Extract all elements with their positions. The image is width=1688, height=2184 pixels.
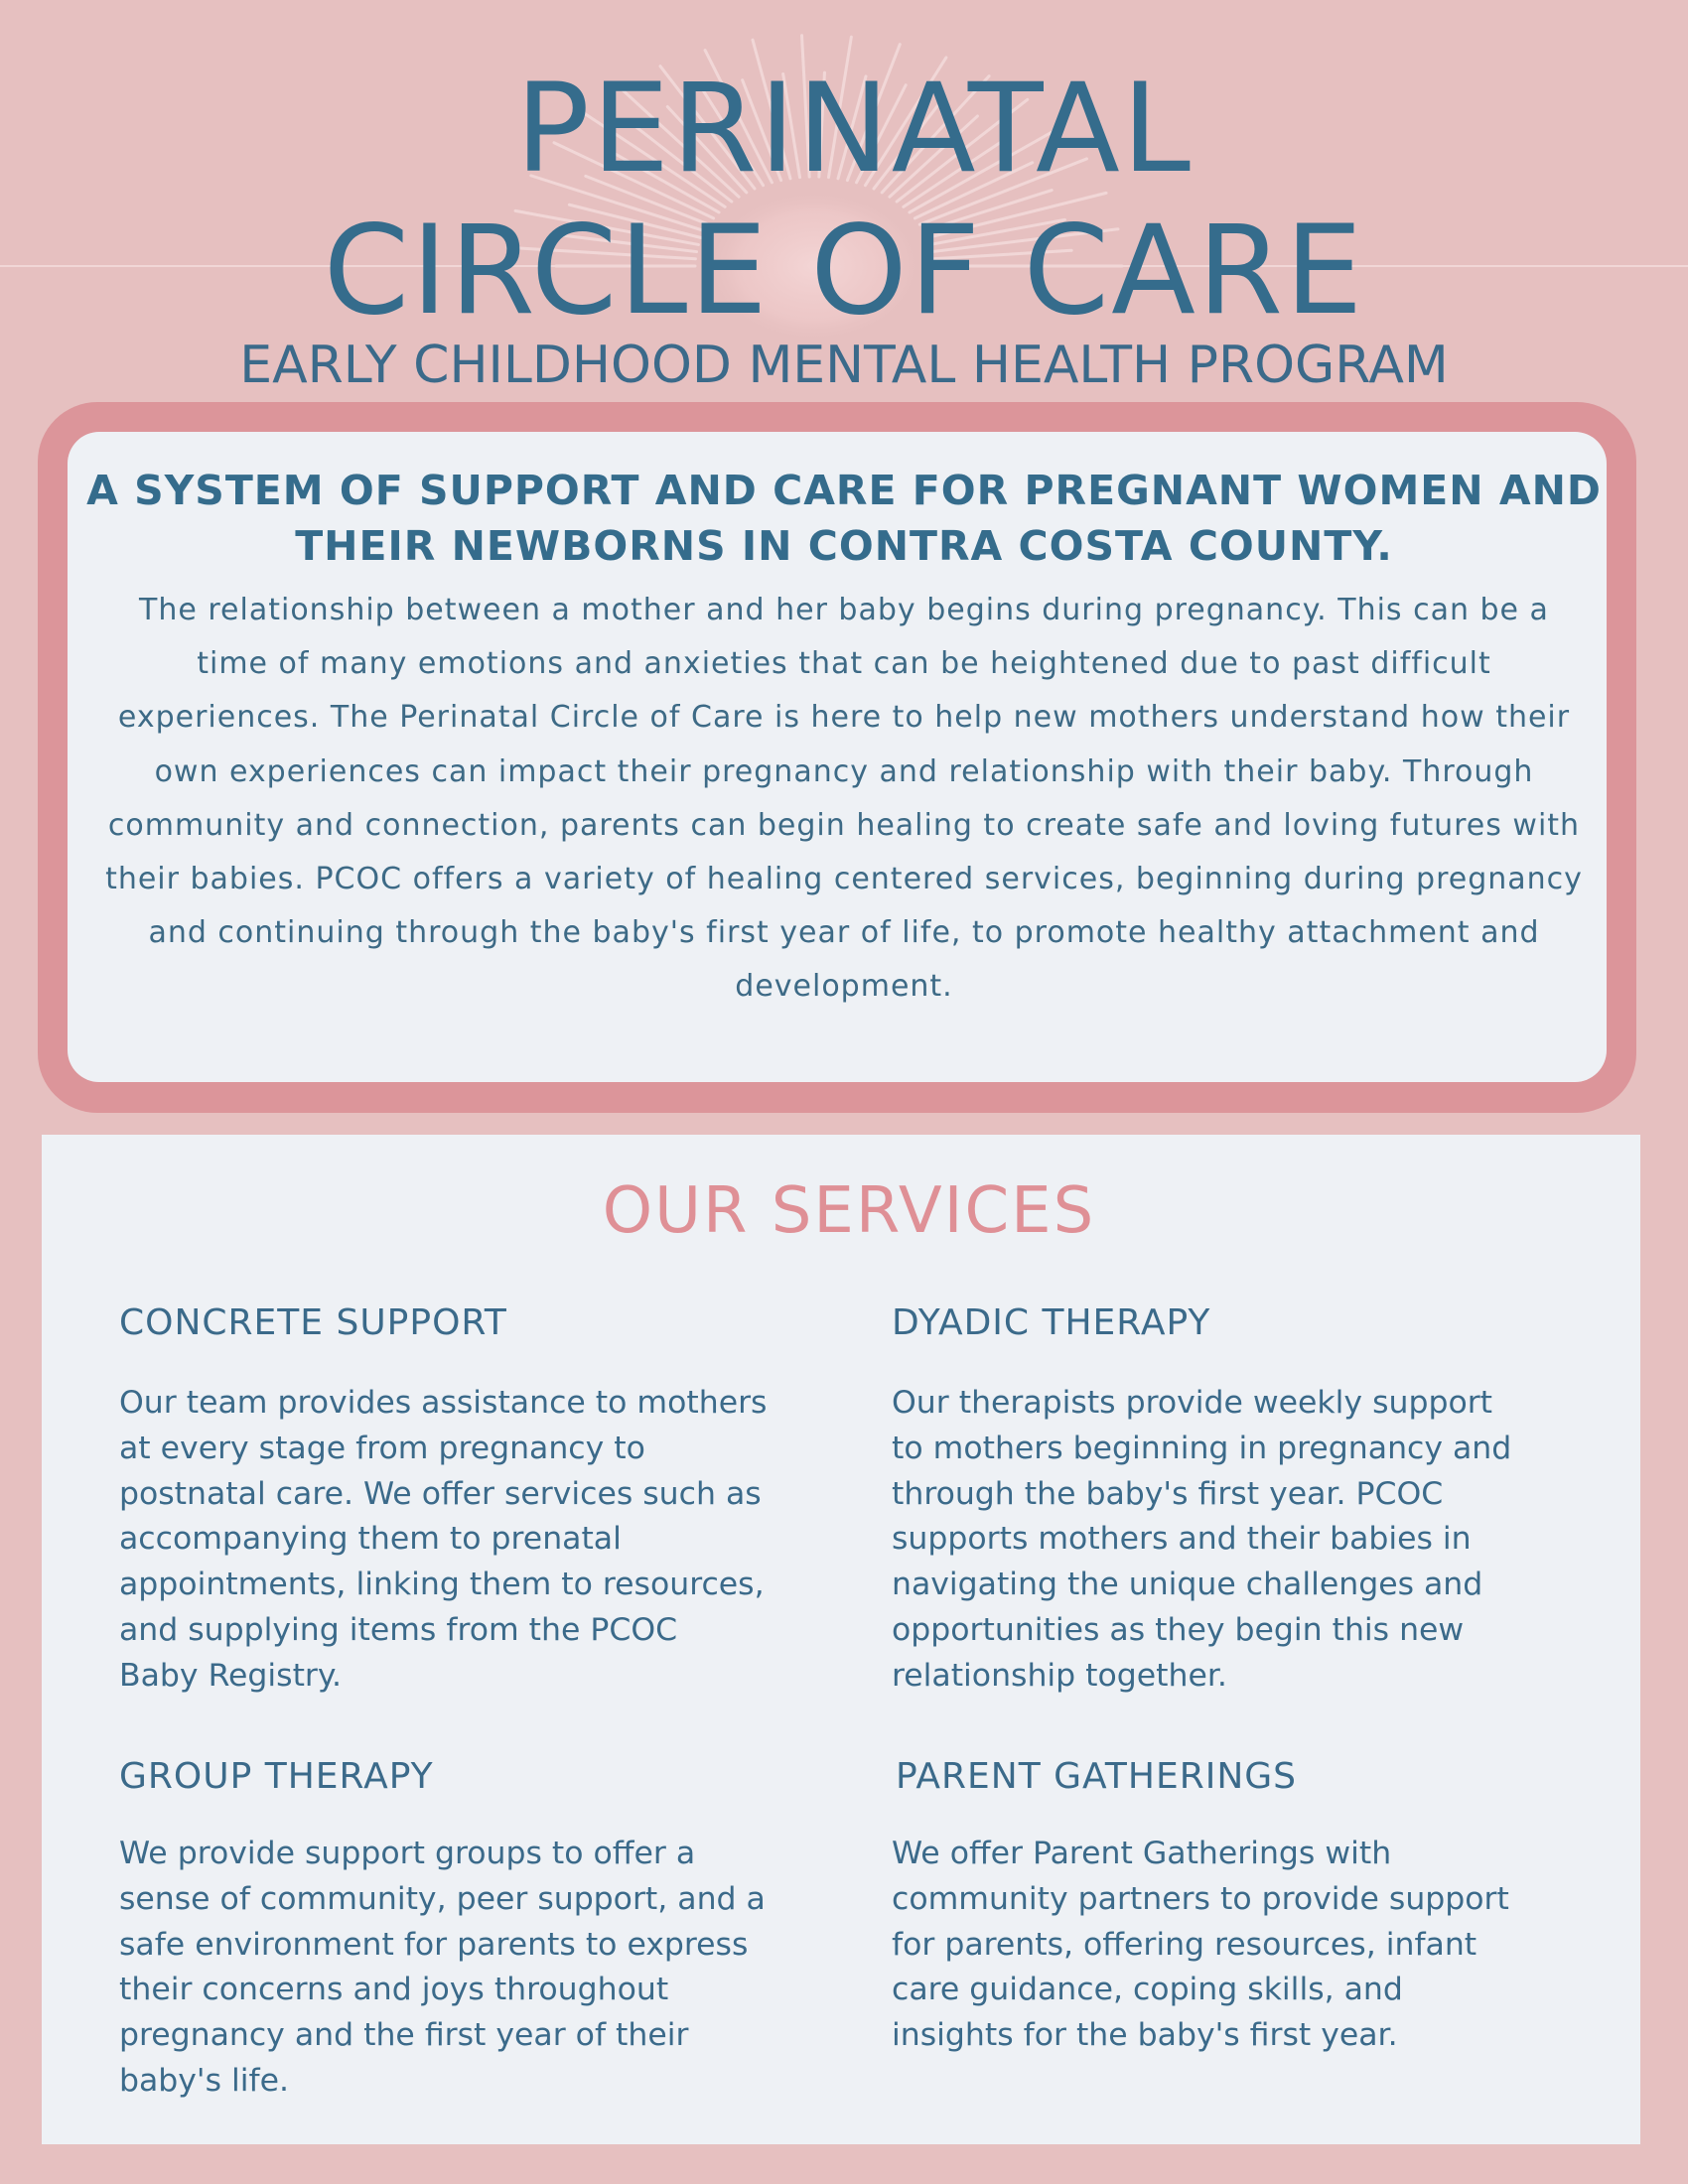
intro-heading: A SYSTEM OF SUPPORT AND CARE FOR PREGNANT WOMEN AND THEIR NEWBORNS IN CONTRA COSTA COUNTY. xyxy=(86,467,1602,570)
service-text-line: pregnancy and the first year of their xyxy=(119,2017,689,2054)
service-text-line: through the baby's first year. PCOC xyxy=(892,1475,1444,1512)
service-heading-concrete-support: CONCRETE SUPPORT xyxy=(119,1302,507,1343)
service-text-line: sense of community, peer support, and a xyxy=(119,1880,766,1917)
service-text-line: to mothers beginning in pregnancy and xyxy=(892,1430,1512,1466)
service-text-line: community partners to provide support xyxy=(892,1880,1509,1917)
service-text-line: baby's life. xyxy=(119,2062,290,2099)
title-perinatal: PERINATAL xyxy=(515,58,1193,201)
service-text-group-therapy xyxy=(119,1832,854,2105)
service-text-line: insights for the baby's first year. xyxy=(892,2017,1398,2054)
service-text-line: We provide support groups to offer a xyxy=(119,1836,696,1871)
service-text-line: opportunities as they begin this new xyxy=(892,1611,1465,1648)
intro-body: The relationship between a mother and her baby begins during pregnancy. This can be a time of many emotions and anxieties that can be heightened due to past difficult experiences. The Perinatal Circle of Care is here to help new mothers understand how their own experiences can impact their pregnancy and relationship with their baby. Through community and connection, parents can begin healing to create safe and loving futures with their babies. PCOC offers a variety of healing centered services, beginning during pregnancy and continuing through the baby's first year of life, to promote healthy attachment and development. xyxy=(105,593,1583,1005)
title-circle-of-care: CIRCLE OF CARE xyxy=(323,200,1365,342)
service-text-line: navigating the unique challenges and xyxy=(892,1567,1483,1603)
service-text-line: relationship together. xyxy=(892,1657,1227,1694)
service-text-line: Our therapists provide weekly support xyxy=(892,1385,1493,1421)
service-heading-dyadic-therapy: DYADIC THERAPY xyxy=(892,1302,1211,1343)
service-text-line: and supplying items from the PCOC xyxy=(119,1611,678,1648)
service-text-parent-gatherings xyxy=(892,1832,1626,2059)
service-text-line: supports mothers and their babies in xyxy=(892,1521,1472,1558)
service-text-line: postnatal care. We offer services such as xyxy=(119,1475,762,1512)
service-text-line: Baby Registry. xyxy=(119,1657,343,1694)
service-text-line: safe environment for parents to express xyxy=(119,1926,749,1963)
service-text-line: their concerns and joys throughout xyxy=(119,1972,669,2008)
service-heading-parent-gatherings: PARENT GATHERINGS xyxy=(896,1756,1297,1797)
service-text-line: accompanying them to prenatal xyxy=(119,1521,622,1558)
service-text-concrete-support xyxy=(119,1381,854,1700)
service-heading-group-therapy: GROUP THERAPY xyxy=(119,1756,434,1797)
service-text-line: care guidance, coping skills, and xyxy=(892,1972,1403,2008)
service-text-line: Our team provides assistance to mothers xyxy=(119,1385,768,1421)
services-title: OUR SERVICES xyxy=(602,1174,1096,1248)
service-text-dyadic-therapy xyxy=(892,1381,1626,1700)
service-text-line: appointments, linking them to resources, xyxy=(119,1567,765,1603)
program-subtitle: EARLY CHILDHOOD MENTAL HEALTH PROGRAM xyxy=(239,336,1449,395)
service-text-line: at every stage from pregnancy to xyxy=(119,1430,645,1466)
service-text-line: We offer Parent Gatherings with xyxy=(892,1836,1392,1871)
service-text-line: for parents, offering resources, infant xyxy=(892,1926,1477,1963)
